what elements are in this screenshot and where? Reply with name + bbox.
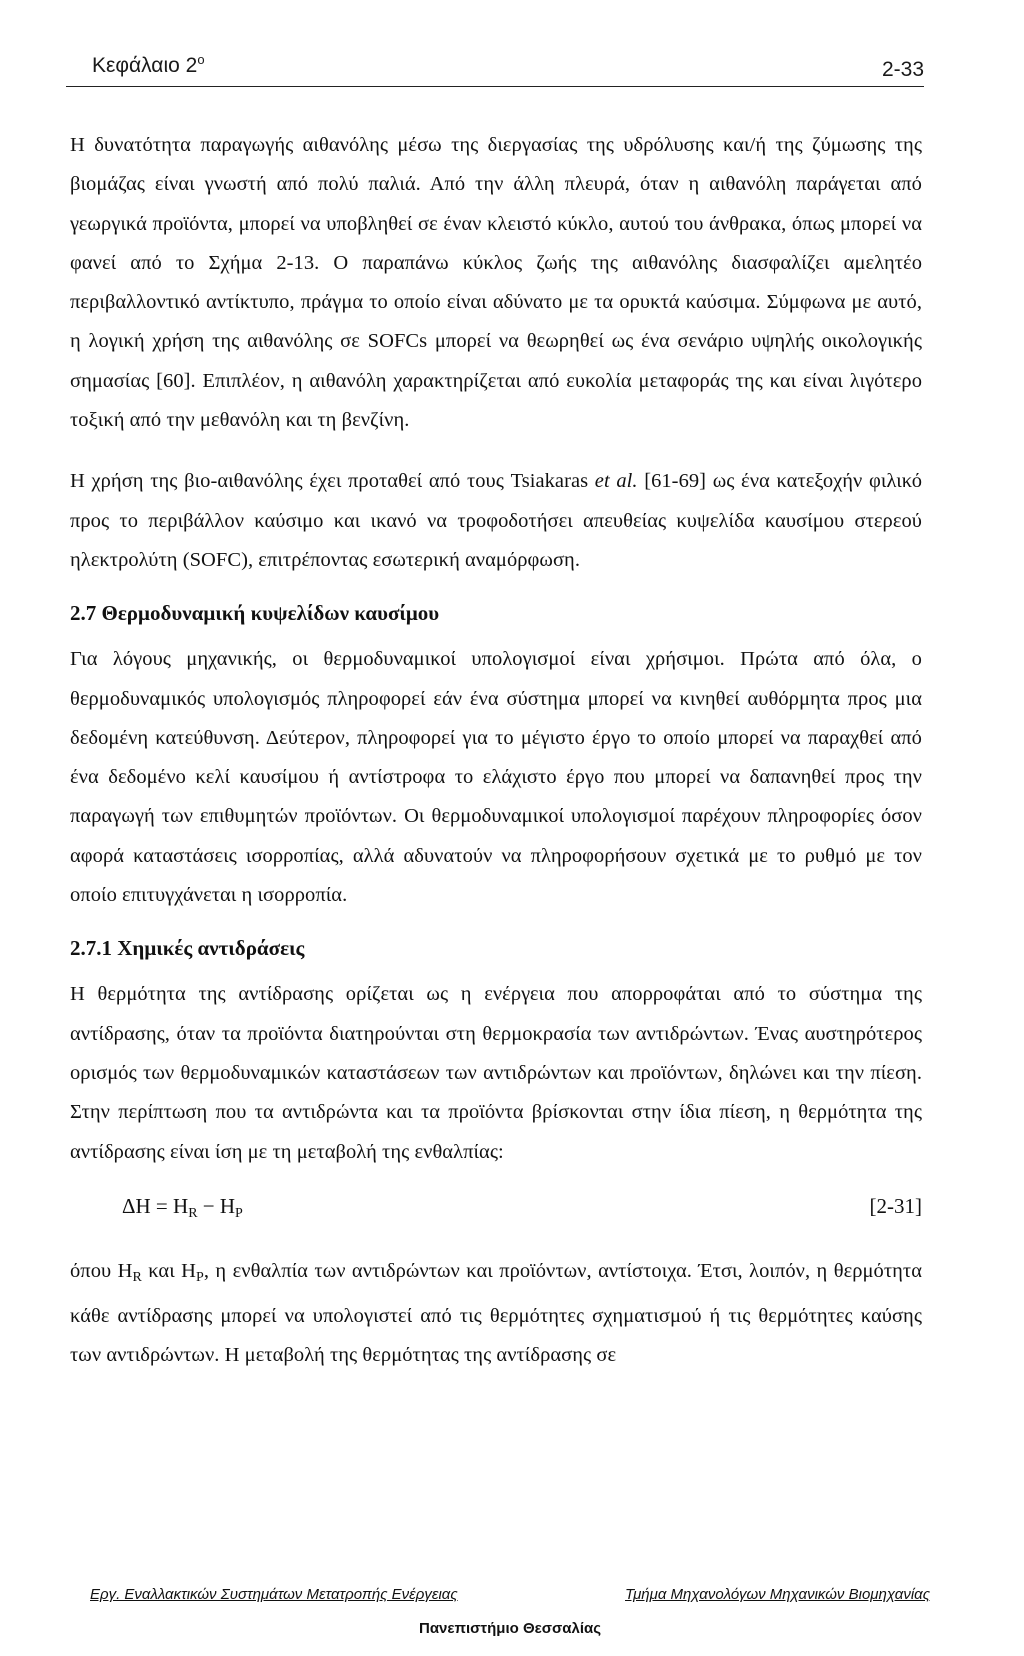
chapter-label: Κεφάλαιο $2^o$ <box>92 52 205 77</box>
equation-formula: $\Delta H = H_R - H_P$ <box>122 1193 243 1221</box>
page-body <box>70 126 922 1390</box>
paragraph-enthalpy-definition: όπου $H_R$ και $H_P$, η ενθαλπία των αντιδρώντων και προϊόντων, αντίστοιχα. Έτσι, λοιπόν, η θερμότητα κάθε αντίδρασης μπορεί να υπολογιστεί από τις θερμότητες σχηματισμού ή τις θερμότητες καύσης των αντιδρώντων. Η μεταβολή της θερμότητας της αντίδρασης σε <box>70 1259 922 1367</box>
footer-lab-name: Εργ. Εναλλακτικών Συστημάτων Μετατροπής Ενέργειας <box>90 1586 458 1603</box>
paragraph-ethanol-production: Η δυνατότητα παραγωγής αιθανόλης μέσω της διεργασίας της υδρόλυσης και/ή της ζύμωσης της βιομάζας είναι γνωστή από πολύ παλιά. Από την άλλη πλευρά, όταν η αιθανόλη παράγεται από γεωργικά προϊόντα, μπορεί να υποβληθεί σε έναν κλειστό κύκλο, αυτού του άνθρακα, όπως μπορεί να φανεί από το Σχήμα 2-13. Ο παραπάνω κύκλος ζωής της αιθανόλης διασφαλίζει αμελητέο περιβαλλοντικό αντίκτυπο, πράγμα το οποίο είναι αδύνατο με τα ορυκτά καύσιμα. Σύμφωνα με αυτό, η λογική χρήση της αιθανόλης σε SOFCs μπορεί να θεωρηθεί ως ένα σενάριο υψηλής οικολογικής σημασίας [60]. Επιπλέον, η αιθανόλη χαρακτηρίζεται από ευκολία μεταφοράς της και είναι λιγότερο τοξική από την μεθανόλη και τη βενζίνη. <box>70 134 922 432</box>
paragraph-bioethanol-use: Η χρήση της βιο-αιθανόλης έχει προταθεί από τους Tsiakaras et al. [61-69] ως ένα κατεξοχήν φιλικό προς το περιβάλλον καύσιμο και ικανό να τροφοδοτήσει απευθείας κυψελίδα καυσίμου στερεού ηλεκτρολύτη (SOFC), επιτρέποντας εσωτερική αναμόρφωση. <box>70 470 922 571</box>
chapter-ordinal: ο <box>197 52 205 67</box>
citation-etal: et al. <box>594 470 638 493</box>
equation-2-31 <box>70 1194 922 1234</box>
equation-number: [2-31] <box>869 1193 922 1218</box>
paragraph-thermodynamic-calculations: Για λόγους μηχανικής, οι θερμοδυναμικοί υπολογισμοί είναι χρήσιμοι. Πρώτα από όλα, ο θερμοδυναμικός υπολογισμός πληροφορεί εάν ένα σύστημα μπορεί να κινηθεί αυθόρμητα προς μια δεδομένη κατεύθυνση. Δεύτερον, πληροφορεί για το μέγιστο έργο το οποίο μπορεί να παραχθεί από ένα δεδομένο κελί καυσίμου ή αντίστροφα το ελάχιστο έργο που μπορεί να δαπανηθεί προς την παραγωγή των επιθυμητών προϊόντων. Οι θερμοδυναμικοί υπολογισμοί παρέχουν πληροφορίες όσον αφορά καταστάσεις ισορροπίας, αλλά αδυνατούν να πληροφορήσουν σχετικά με το ρυθμό με τον οποίο επιτυγχάνεται η ισορροπία. <box>70 648 922 907</box>
subsection-heading-chemical-reactions: 2.7.1 Χημικές αντιδράσεις <box>70 936 305 961</box>
page-number: 2-33 <box>881 58 924 81</box>
section-heading-thermodynamics: 2.7 Θερμοδυναμική κυψελίδων καυσίμου <box>70 601 440 626</box>
footer-university: Πανεπιστήμιο Θεσσαλίας <box>418 1620 602 1637</box>
paragraph-heat-of-reaction: Η θερμότητα της αντίδρασης ορίζεται ως η ενέργεια που απορροφάται από το σύστημα της αντίδρασης, όταν τα προϊόντα διατηρούνται στη θερμοκρασία των αντιδρώντων. Ένας αυστηρότερος ορισμός των θερμοδυναμικών καταστάσεων των αντιδρώντων και προϊόντων, δηλώνει και την πίεση. Στην περίπτωση που τα αντιδρώντα και τα προϊόντα βρίσκονται στην ίδια πίεση, η θερμότητα της αντίδρασης είναι ίση με τη μεταβολή της ενθαλπίας: <box>70 983 922 1163</box>
footer-department: Τμήμα Μηχανολόγων Μηχανικών Βιομηχανίας <box>625 1586 930 1603</box>
running-header <box>66 50 924 87</box>
